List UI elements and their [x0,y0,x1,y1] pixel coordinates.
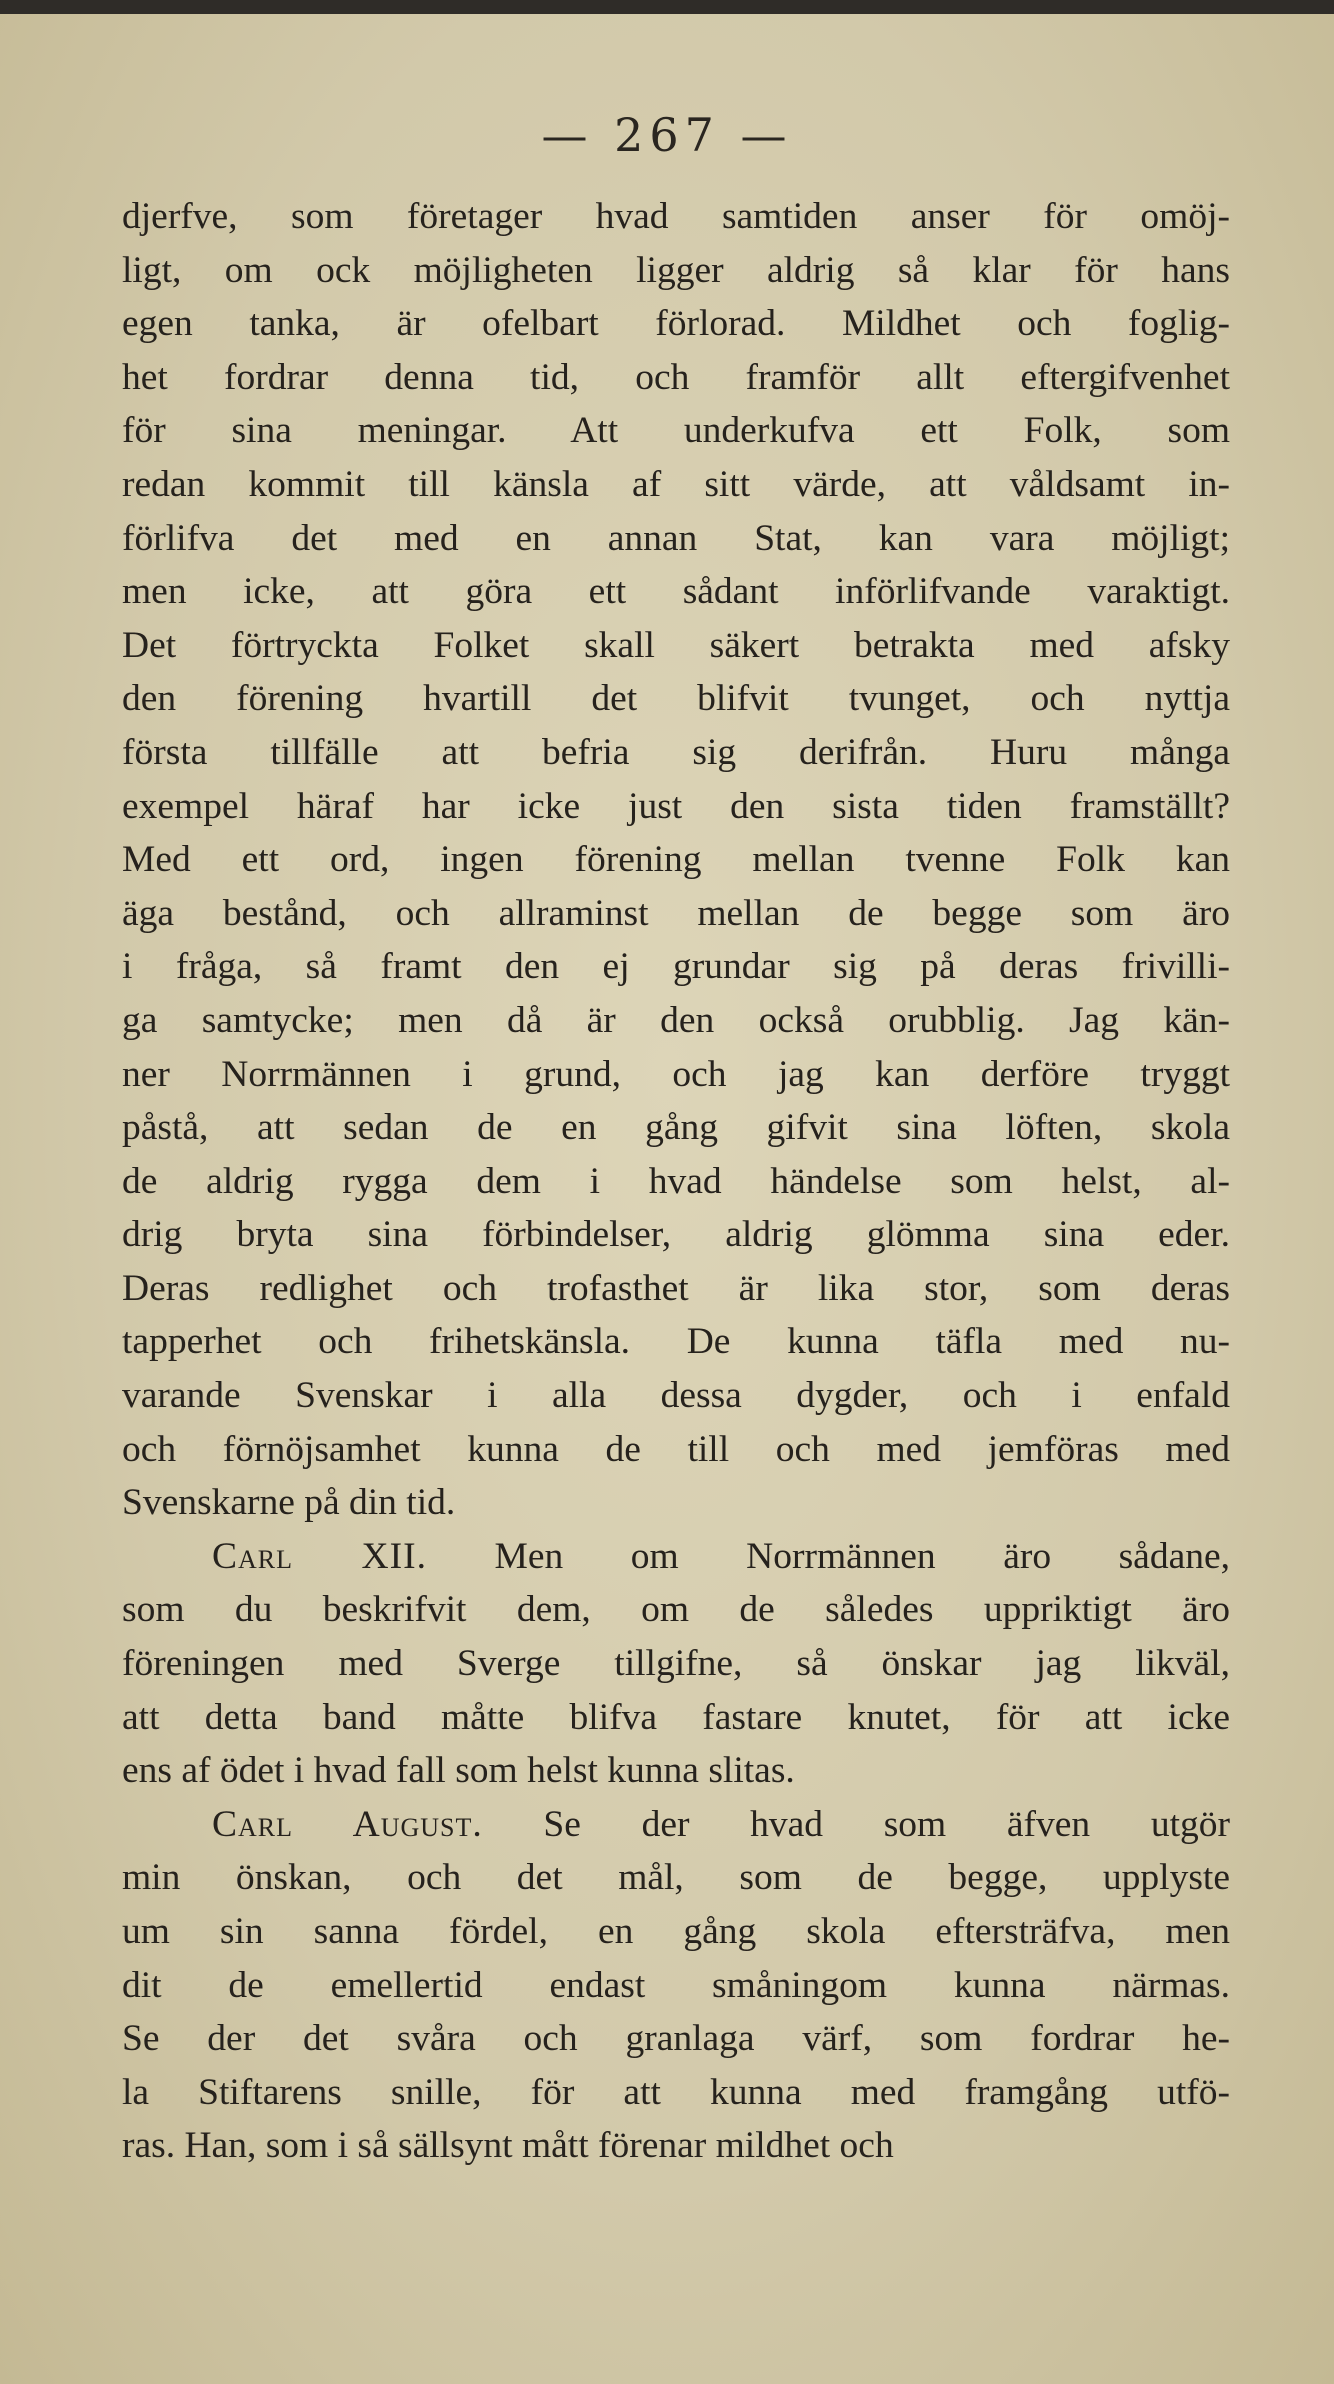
line-text: la Stiftarens snille, för att kunna med framgång utfö- [122,2071,1230,2113]
line-text: ras. Han, som i så sällsynt mått förenar mildhet och [122,2125,894,2167]
text-line [122,1262,1230,1316]
line-text: påstå, att sedan de en gång gifvit sina löften, skola [122,1107,1230,1149]
line-text: ga samtycke; men då är den också orubblig. Jag kän- [122,999,1230,1041]
line-text: att detta band måtte blifva fastare knutet, för att icke [122,1696,1230,1738]
text-line [122,780,1230,834]
text-line [122,2012,1230,2066]
text-line [122,1851,1230,1905]
text-line [122,297,1230,351]
text-line [122,2119,1230,2173]
line-text: men icke, att göra ett sådant införlifvande varaktigt. [122,571,1230,613]
line-text: exempel häraf har icke just den sista tiden framställt? [122,785,1230,827]
text-line [122,887,1230,941]
line-text: den förening hvartill det blifvit tvunget, och nyttja [122,678,1230,720]
text-line [122,458,1230,512]
body-text [122,190,1230,2173]
line-text: de aldrig rygga dem i hvad händelse som helst, al- [122,1160,1230,1202]
text-line [122,1691,1230,1745]
line-text: Men om Norrmännen äro sådane, [494,1535,1230,1577]
line-text: drig bryta sina förbindelser, aldrig glömma sina eder. [122,1214,1230,1256]
text-line [122,1315,1230,1369]
text-line [122,2066,1230,2120]
text-line [122,1744,1230,1798]
text-line [122,1476,1230,1530]
line-text: Svenskarne på din tid. [122,1482,456,1524]
text-line [122,1637,1230,1691]
line-text: ens af ödet i hvad fall som helst kunna slitas. [122,1750,795,1792]
text-line [122,1530,1230,1584]
line-text: djerfve, som företager hvad samtiden anser för omöj- [122,196,1230,237]
text-line [122,1583,1230,1637]
text-line [122,1798,1230,1852]
text-line [122,1155,1230,1209]
page-number-header: — 267 — [541,108,793,162]
line-text: ner Norrmännen i grund, och jag kan derföre tryggt [122,1053,1230,1095]
text-line [122,1959,1230,2013]
line-text: Deras redlighet och trofasthet är lika stor, som deras [122,1267,1230,1309]
text-line [122,512,1230,566]
text-line [122,1423,1230,1477]
text-line [122,994,1230,1048]
text-line [122,672,1230,726]
speaker-name: Carl XII. [212,1535,427,1577]
text-line [122,1101,1230,1155]
page-top-edge [0,0,1334,14]
speaker-name: Carl August. [212,1803,483,1845]
line-text: Det förtryckta Folket skall säkert betrakta med afsky [122,624,1230,666]
line-text: redan kommit till känsla af sitt värde, att våldsamt in- [122,463,1230,505]
text-line [122,1905,1230,1959]
line-text: och förnöjsamhet kunna de till och med jemföras med [122,1428,1230,1470]
line-text: ligt, om ock möjligheten ligger aldrig så klar för hans [122,249,1230,291]
line-text: tapperhet och frihetskänsla. De kunna täfla med nu- [122,1321,1230,1363]
line-text: dit de emellertid endast småningom kunna närmas. [122,1964,1230,2006]
text-line [122,619,1230,673]
text-line [122,351,1230,405]
line-text: egen tanka, är ofelbart förlorad. Mildhet och foglig- [122,303,1230,345]
text-line [122,1048,1230,1102]
text-line [122,726,1230,780]
line-text: i fråga, så framt den ej grundar sig på deras frivilli- [122,946,1230,988]
text-line [122,565,1230,619]
line-text: varande Svenskar i alla dessa dygder, och i enfald [122,1375,1230,1417]
line-text: Se der det svåra och granlaga värf, som fordrar he- [122,2018,1230,2060]
line-text: föreningen med Sverge tillgifne, så önskar jag likväl, [122,1643,1230,1685]
line-text: um sin sanna fördel, en gång skola eftersträfva, men [122,1911,1230,1952]
line-text: Med ett ord, ingen förening mellan tvenne Folk kan [122,839,1230,881]
line-text: för sina meningar. Att underkufva ett Folk, som [122,410,1230,452]
text-line [122,1208,1230,1262]
text-line [122,1369,1230,1423]
text-line [122,833,1230,887]
line-text: första tillfälle att befria sig derifrån. Huru många [122,731,1230,773]
text-line [122,940,1230,994]
line-text: min önskan, och det mål, som de begge, upplyste [122,1857,1230,1899]
line-text: Se der hvad som äfven utgör [543,1803,1230,1845]
text-line [122,190,1230,244]
line-text: som du beskrifvit dem, om de således uppriktigt äro [122,1589,1230,1631]
line-text: förlifva det med en annan Stat, kan vara möjligt; [122,517,1230,559]
line-text: äga bestånd, och allraminst mellan de begge som äro [122,892,1230,934]
line-text: het fordrar denna tid, och framför allt eftergifvenhet [122,356,1230,398]
text-line [122,244,1230,298]
text-line [122,404,1230,458]
